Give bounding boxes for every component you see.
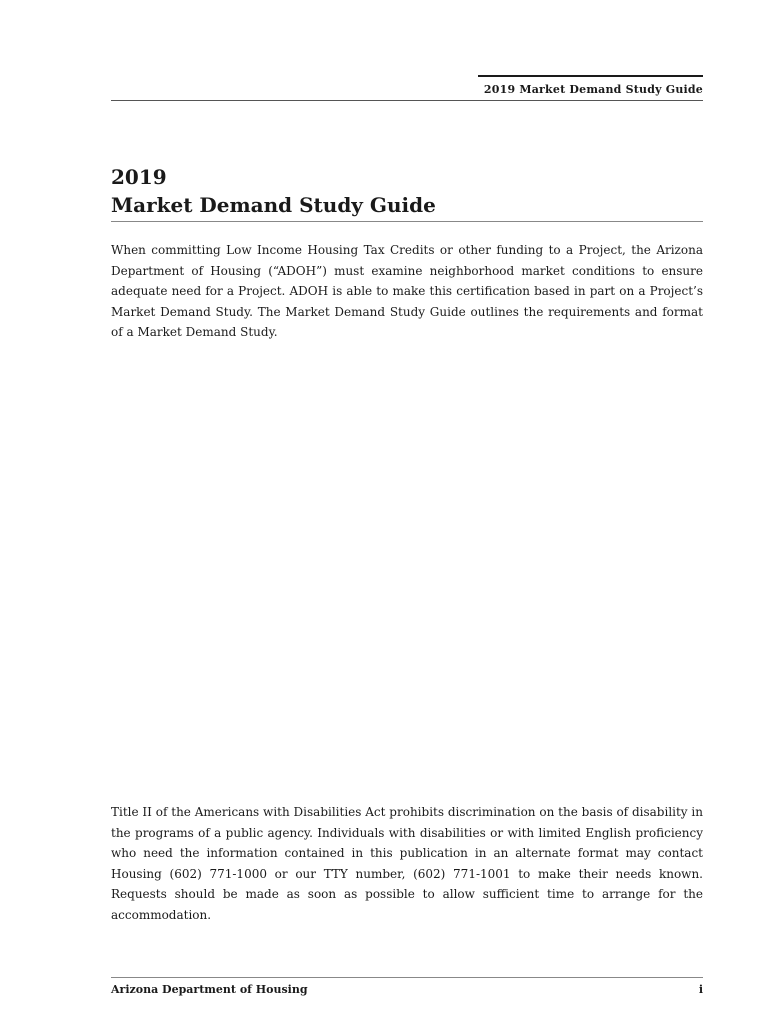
ada-notice-paragraph: Title II of the Americans with Disabilities Act prohibits discrimination on the basis of disability in the programs of a public agency. Individuals with disabilities or with limited English proficiency who need the information contained in this publication in an alternate format may contact Housing (602) 771-1000 or our TTY number, (602) 771-1001 to make their needs known. Requests should be made as soon as possible to allow sufficient time to arrange for the accommodation. [111, 805, 703, 922]
running-header-title: 2019 Market Demand Study Guide [483, 83, 703, 96]
title-divider [111, 221, 703, 222]
footer-divider [111, 977, 703, 978]
header-divider [111, 100, 703, 101]
page-title [111, 163, 703, 219]
title-year: 2019 [111, 165, 167, 189]
title-name: Market Demand Study Guide [111, 193, 436, 217]
header-accent-rule [478, 75, 703, 77]
page-number: i [698, 983, 703, 996]
footer-organization: Arizona Department of Housing [111, 983, 308, 996]
intro-paragraph: When committing Low Income Housing Tax Credits or other funding to a Project, the Arizona Department of Housing (“ADOH”) must examine neighborhood market conditions to ensure adequate need for a Project. ADOH is able to make this certification based in part on a Project’s Market Demand Study. The Market Demand Study Guide outlines the requirements and format of a Market Demand Study. [111, 243, 703, 339]
